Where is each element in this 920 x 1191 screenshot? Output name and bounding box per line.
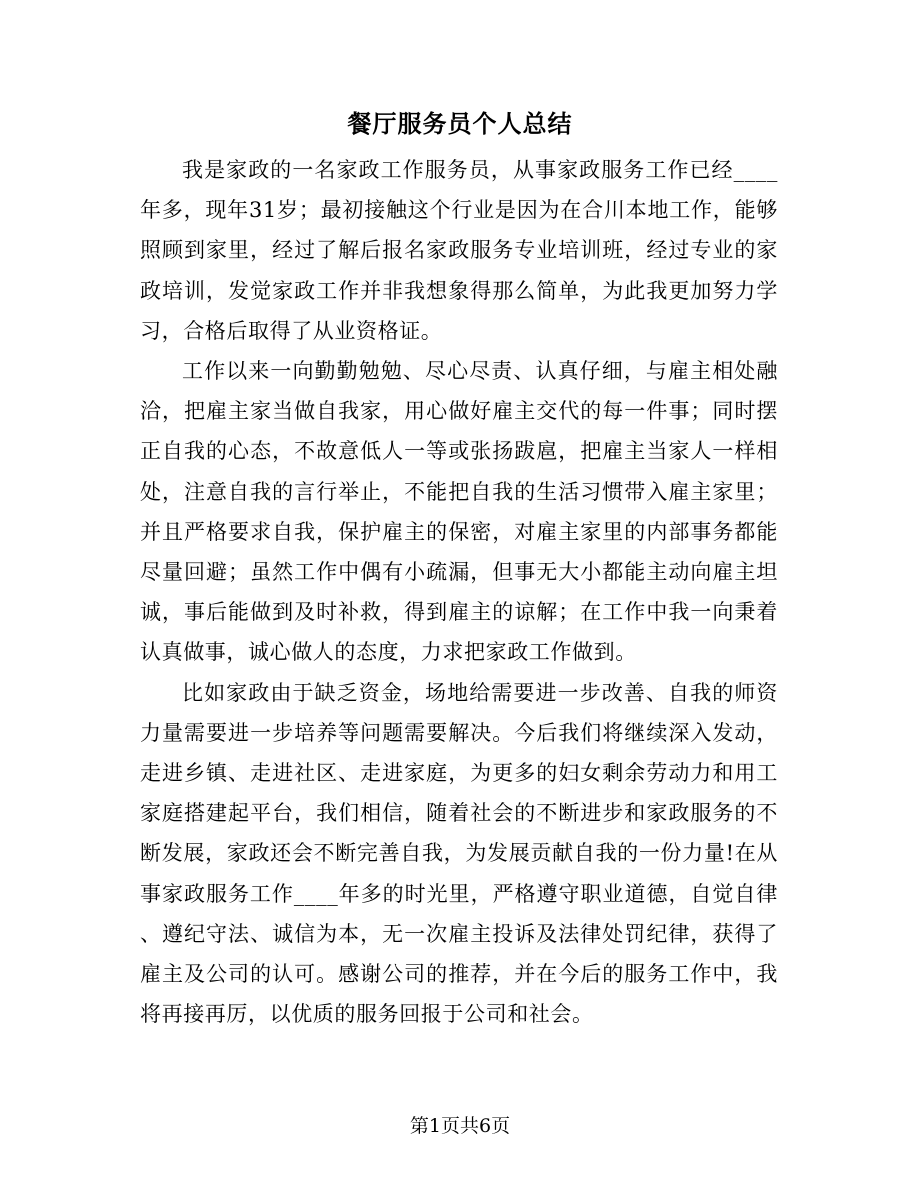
paragraph-1: 我是家政的一名家政工作服务员，从事家政服务工作已经____年多，现年31岁；最初接触这个行业是因为在合川本地工作，能够照顾到家里，经过了解后报名家政服务专业培训班，经过专业的家政培训，发觉家政工作并非我想象得那么简单，为此我更加努力学习，合格后取得了从业资格证。 <box>140 158 778 343</box>
page-number-footer: 第1页共6页 <box>409 1115 511 1137</box>
document-title: 餐厅服务员个人总结 <box>347 110 573 138</box>
document-body <box>140 150 778 1034</box>
paragraph-2: 工作以来一向勤勤勉勉、尽心尽责、认真仔细，与雇主相处融洽，把雇主家当做自我家，用心做好雇主交代的每一件事；同时摆正自我的心态，不故意低人一等或张扬跋扈，把雇主当家人一样相处，注意自我的言行举止，不能把自我的生活习惯带入雇主家里；并且严格要求自我，保护雇主的保密，对雇主家里的内部事务都能尽量回避；虽然工作中偶有小疏漏，但事无大小都能主动向雇主坦诚，事后能做到及时补救，得到雇主的谅解；在工作中我一向秉着认真做事，诚心做人的态度，力求把家政工作做到。 <box>140 359 778 665</box>
paragraph-3: 比如家政由于缺乏资金，场地给需要进一步改善、自我的师资力量需要进一步培养等问题需要解决。今后我们将继续深入发动，走进乡镇、走进社区、走进家庭，为更多的妇女剩余劳动力和用工家庭搭建起平台，我们相信，随着社会的不断进步和家政服务的不断发展，家政还会不断完善自我，为发展贡献自我的一份力量!在从事家政服务工作____年多的时光里，严格遵守职业道德，自觉自律、遵纪守法、诚信为本，无一次雇主投诉及法律处罚纪律，获得了雇主及公司的认可。感谢公司的推荐，并在今后的服务工作中，我将再接再厉，以优质的服务回报于公司和社会。 <box>140 680 778 1027</box>
